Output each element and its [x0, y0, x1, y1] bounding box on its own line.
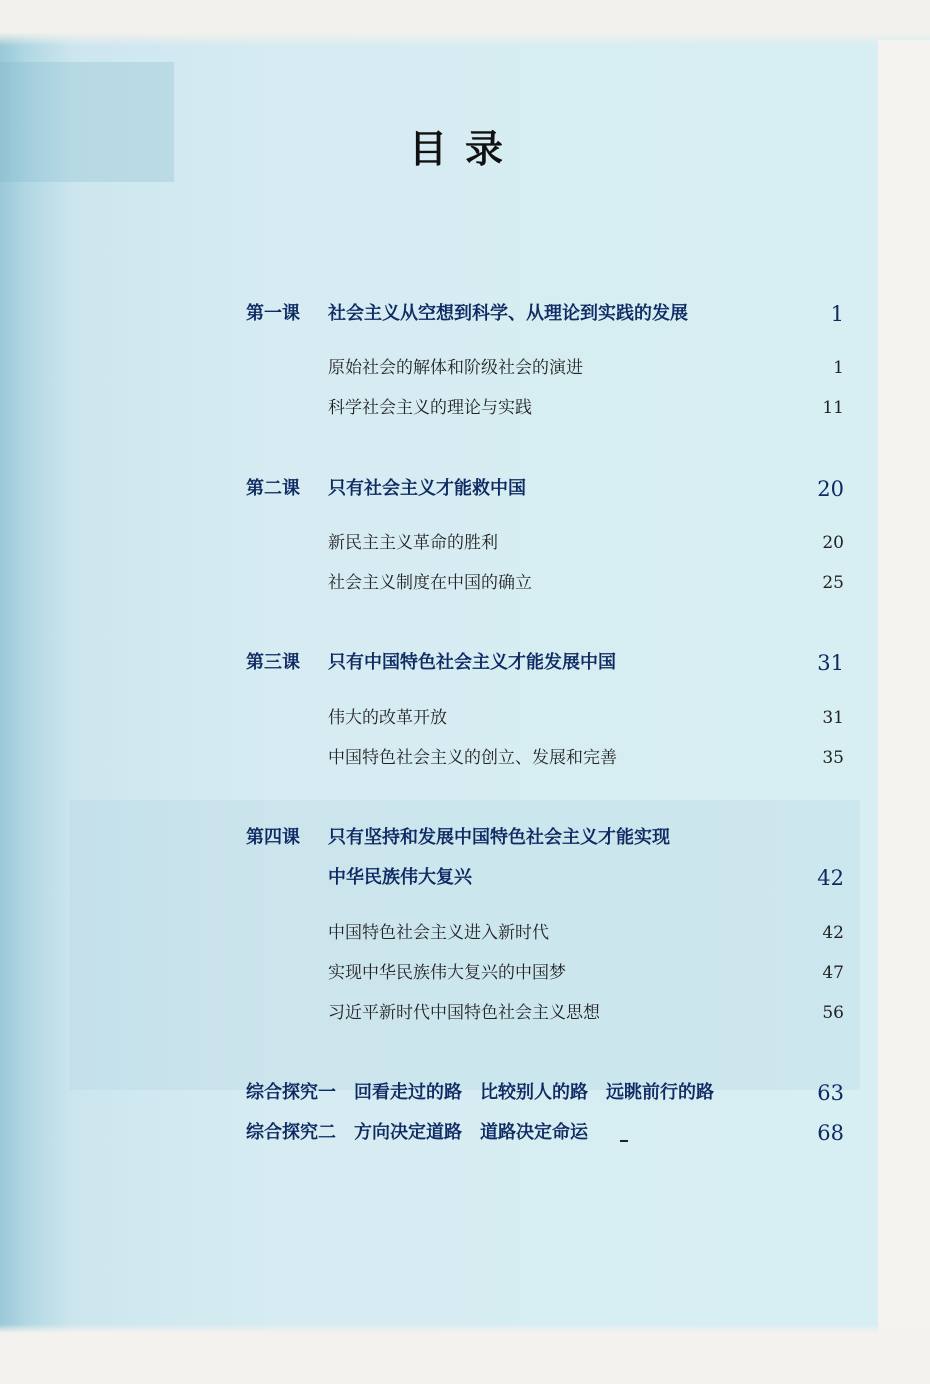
page-number: 56 [822, 1003, 844, 1023]
toc-lesson-4[interactable] [0, 821, 930, 855]
section-title: 伟大的改革开放 [328, 708, 447, 728]
lesson-title: 社会主义从空想到科学、从理论到实践的发展 [328, 303, 688, 324]
page-number: 42 [817, 866, 844, 890]
toc-section[interactable] [0, 916, 930, 950]
toc-section[interactable] [0, 526, 930, 560]
toc-exploration-1[interactable] [0, 1076, 930, 1110]
lesson-title-continued: 中华民族伟大复兴 [328, 867, 472, 888]
page-number: 35 [822, 748, 844, 768]
page-number: 1 [833, 358, 844, 378]
page-number: 20 [817, 477, 844, 501]
section-title: 新民主主义革命的胜利 [328, 533, 498, 553]
page-title: 目录 [408, 127, 521, 171]
toc-section[interactable] [0, 351, 930, 385]
toc-section[interactable] [0, 391, 930, 425]
toc-section[interactable] [0, 701, 930, 735]
section-title: 社会主义制度在中国的确立 [328, 573, 532, 593]
lesson-title: 只有社会主义才能救中国 [328, 478, 526, 499]
stray-mark [620, 1140, 628, 1142]
toc-section[interactable] [0, 996, 930, 1030]
scan-edge-bottom [0, 1324, 930, 1384]
toc-section[interactable] [0, 566, 930, 600]
section-title: 原始社会的解体和阶级社会的演进 [328, 358, 583, 378]
toc-section[interactable] [0, 741, 930, 775]
toc-section[interactable] [0, 956, 930, 990]
lesson-number: 第二课 [246, 478, 300, 499]
lesson-title: 只有坚持和发展中国特色社会主义才能实现 [328, 827, 670, 848]
lesson-title: 只有中国特色社会主义才能发展中国 [328, 652, 616, 673]
page-number: 20 [822, 533, 844, 553]
section-title: 科学社会主义的理论与实践 [328, 398, 532, 418]
section-title: 中国特色社会主义的创立、发展和完善 [328, 748, 617, 768]
page-number: 63 [817, 1081, 844, 1105]
page-number: 11 [822, 398, 844, 418]
lesson-number: 第四课 [246, 827, 300, 848]
exploration-title: 综合探究一 回看走过的路 比较别人的路 远眺前行的路 [246, 1082, 714, 1103]
toc-lesson-3[interactable] [0, 646, 930, 680]
section-title: 中国特色社会主义进入新时代 [328, 923, 549, 943]
page-number: 42 [822, 923, 844, 943]
page-number: 31 [822, 708, 844, 728]
toc-exploration-2[interactable] [0, 1116, 930, 1150]
section-title: 实现中华民族伟大复兴的中国梦 [328, 963, 566, 983]
page-number: 31 [817, 651, 844, 675]
scan-edge-top [0, 0, 930, 46]
page-number: 68 [817, 1121, 844, 1145]
page-number: 1 [830, 302, 844, 326]
page-number: 47 [822, 963, 844, 983]
section-title: 习近平新时代中国特色社会主义思想 [328, 1003, 600, 1023]
toc-lesson-1[interactable] [0, 297, 930, 331]
lesson-number: 第三课 [246, 652, 300, 673]
lesson-number: 第一课 [246, 303, 300, 324]
page-number: 25 [822, 573, 844, 593]
toc-lesson-4-cont[interactable] [0, 861, 930, 895]
exploration-title: 综合探究二 方向决定道路 道路决定命运 [246, 1122, 588, 1143]
toc-lesson-2[interactable] [0, 472, 930, 506]
